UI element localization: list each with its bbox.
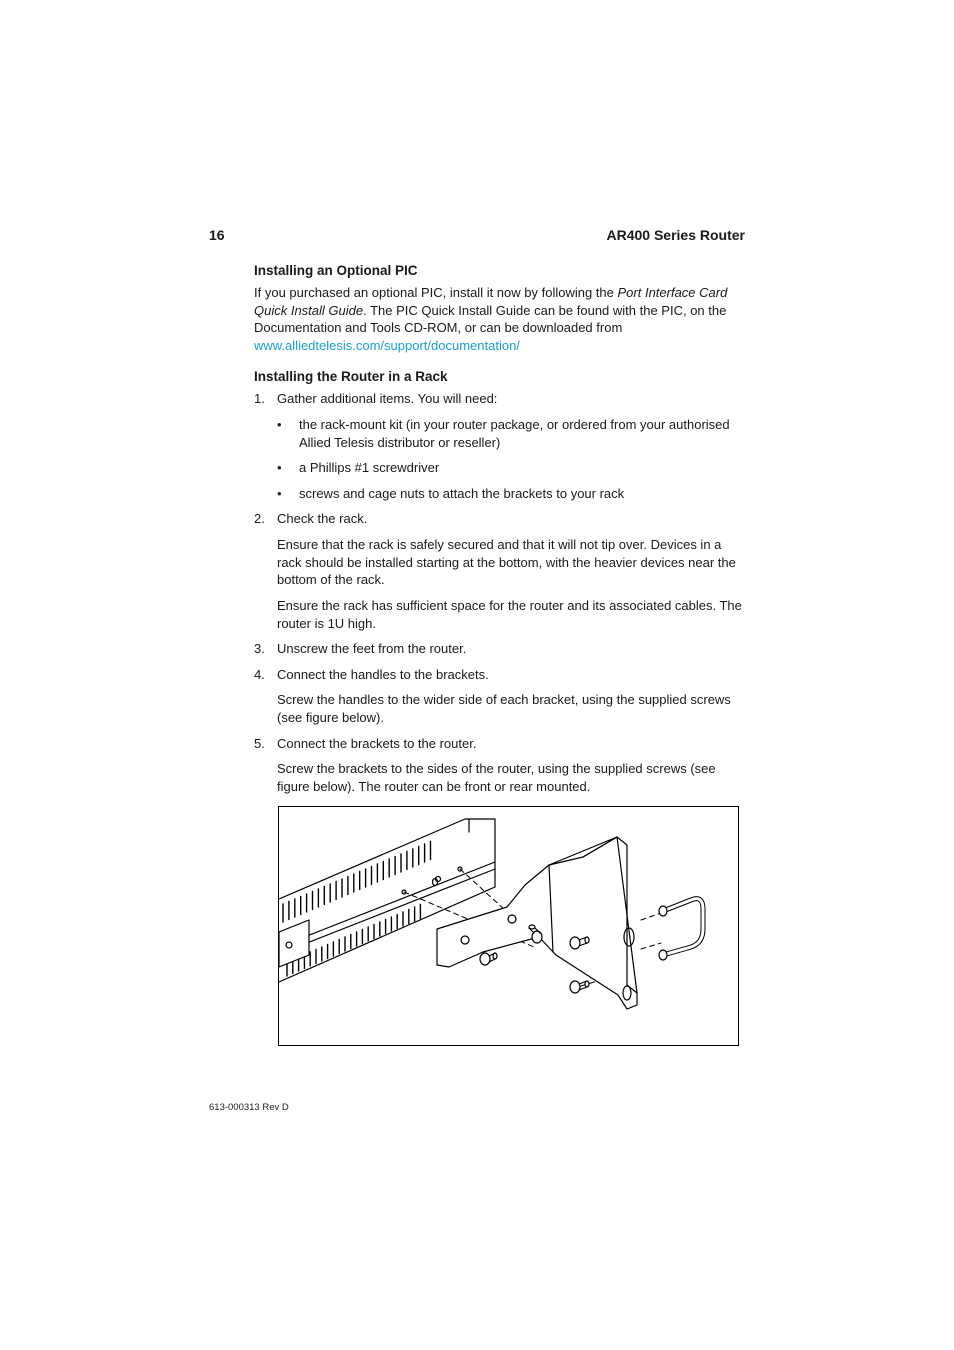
step-number: 2. (254, 511, 265, 526)
step-2-detail-1: Ensure that the rack is safely secured and that it will not tip over. Devices in a rack should be installed starting at the bottom, with the heavier devices near the bottom of the rack. (277, 537, 736, 588)
list-item-text: a Phillips #1 screwdriver (299, 460, 440, 475)
mounting-bracket (437, 837, 637, 1009)
list-item (277, 459, 746, 477)
section-heading-rack: Installing the Router in a Rack (254, 369, 448, 384)
step-4-detail: Screw the handles to the wider side of each bracket, using the supplied screws (see figure below). (277, 692, 731, 725)
step-5 (254, 735, 746, 753)
pic-text-end: . The PIC Quick Install Guide can be found with the PIC, on the Documentation and Tools CD-ROM, or can be downloaded from (254, 302, 727, 336)
section-heading-pic: Installing an Optional PIC (254, 263, 418, 278)
list-item (277, 485, 746, 503)
step-text: Connect the handles to the brackets. (277, 667, 489, 682)
footer-doc-number: 613-000313 Rev D (209, 1102, 289, 1113)
list-item (277, 416, 746, 451)
step-5-detail: Screw the brackets to the sides of the router, using the supplied screws (see figure below). The router can be front or rear mounted. (277, 761, 716, 794)
step-number: 4. (254, 667, 265, 682)
pic-text-start: If you purchased an optional PIC, install it now by following the (254, 285, 618, 300)
page-number: 16 (209, 227, 225, 243)
step-2 (254, 510, 746, 528)
documentation-link[interactable]: www.alliedtelesis.com/support/documentation/ (254, 337, 520, 353)
bullet-icon: • (277, 486, 282, 501)
list-item-text: the rack-mount kit (in your router package, or ordered from your authorised Allied Telesis distributor or reseller) (299, 417, 730, 450)
step-text: Connect the brackets to the router. (277, 736, 477, 751)
step-number: 5. (254, 736, 265, 751)
step-number: 1. (254, 391, 265, 406)
step-text: Gather additional items. You will need: (277, 391, 498, 406)
bullet-icon: • (277, 460, 282, 475)
step-text: Check the rack. (277, 511, 368, 526)
pic-paragraph (254, 284, 746, 354)
step-number: 3. (254, 641, 265, 656)
step-4 (254, 666, 746, 684)
step-2-detail-2: Ensure the rack has sufficient space for the router and its associated cables. The router is 1U high. (277, 598, 742, 631)
bracket-assembly-illustration (279, 807, 737, 1044)
bullet-icon: • (277, 417, 282, 432)
rack-handle (659, 899, 703, 960)
step-3 (254, 640, 746, 658)
pic-guide-title: Port Interface Card Quick Install Guide (254, 285, 728, 318)
list-item-text: screws and cage nuts to attach the brackets to your rack (299, 486, 625, 501)
rack-mount-figure (278, 806, 739, 1046)
step-1 (254, 390, 746, 408)
running-header-title: AR400 Series Router (606, 227, 745, 243)
step-text: Unscrew the feet from the router. (277, 641, 467, 656)
